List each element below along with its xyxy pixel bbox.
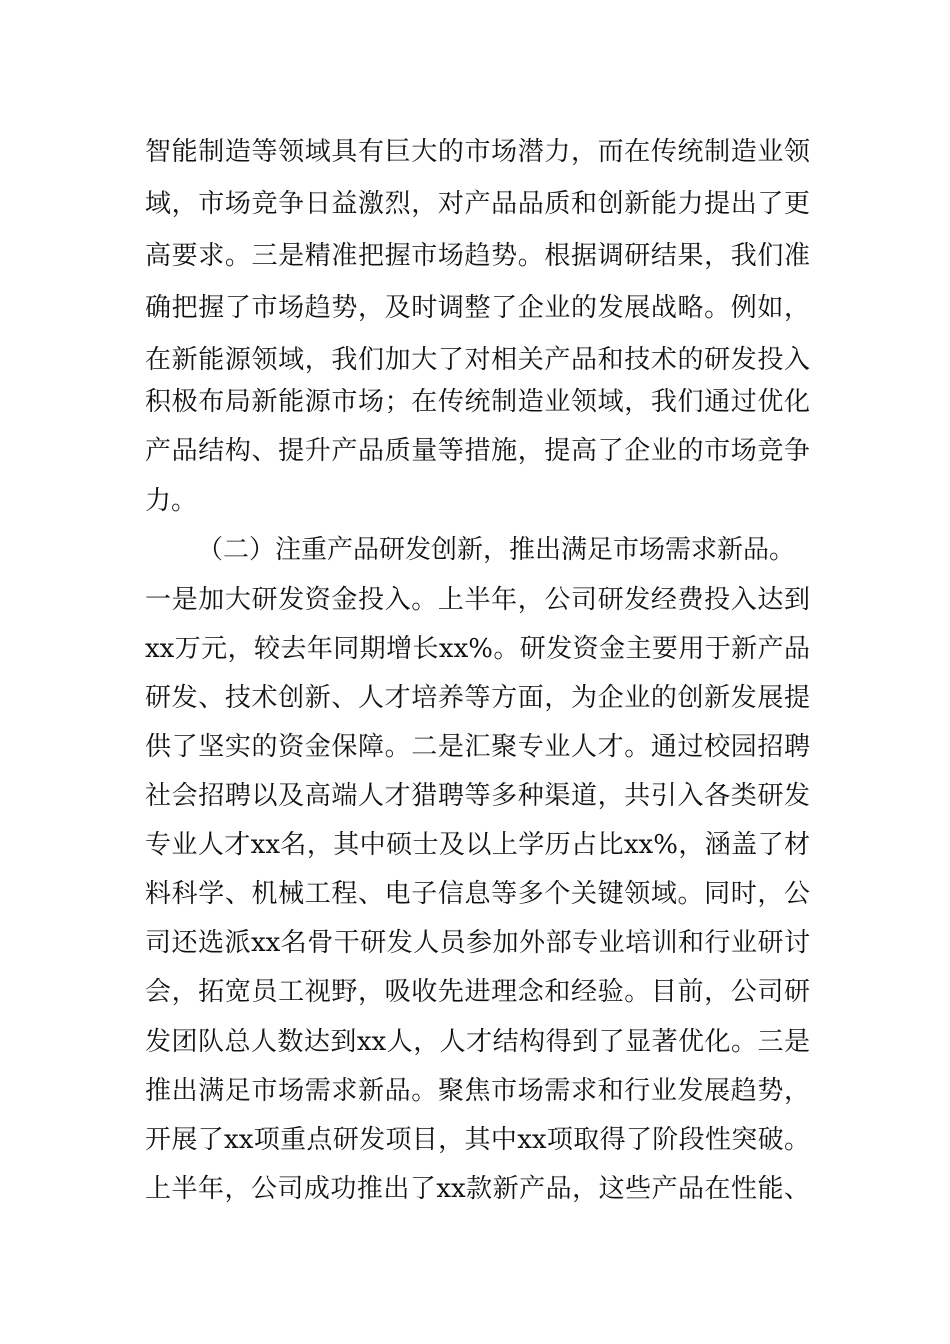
text-line: 产品结构、提升产品质量等措施，提高了企业的市场竞争 — [145, 436, 810, 466]
text-line: 在新能源领域，我们加大了对相关产品和技术的研发投入 — [145, 345, 810, 375]
text-line: 司还选派xx名骨干研发人员参加外部专业培训和行业研讨 — [145, 928, 810, 958]
text-line: 发团队总人数达到xx人，人才结构得到了显著优化。三是 — [145, 1027, 810, 1057]
text-line: 高要求。三是精准把握市场趋势。根据调研结果，我们准 — [145, 241, 810, 271]
text-line: 域，市场竞争日益激烈，对产品品质和创新能力提出了更 — [145, 189, 810, 219]
text-line: 社会招聘以及高端人才猎聘等多种渠道，共引入各类研发 — [145, 781, 810, 811]
text-line: 上半年，公司成功推出了xx款新产品，这些产品在性能、 — [145, 1174, 810, 1204]
text-line: 会，拓宽员工视野，吸收先进理念和经验。目前，公司研 — [145, 977, 810, 1007]
text-line: 确把握了市场趋势，及时调整了企业的发展战略。例如， — [145, 293, 810, 323]
paragraph-end-line: 力。 — [145, 486, 198, 516]
text-line: 料科学、机械工程、电子信息等多个关键领域。同时，公 — [145, 879, 810, 909]
text-line: 智能制造等领域具有巨大的市场潜力，而在传统制造业领 — [145, 137, 810, 167]
text-line: 一是加大研发资金投入。上半年，公司研发经费投入达到 — [145, 585, 810, 615]
text-line: 供了坚实的资金保障。二是汇聚专业人才。通过校园招聘 — [145, 732, 810, 762]
text-line: 开展了xx项重点研发项目，其中xx项取得了阶段性突破。 — [145, 1125, 810, 1155]
section-heading: （二）注重产品研发创新，推出满足市场需求新品。 — [197, 535, 796, 565]
text-line: 推出满足市场需求新品。聚焦市场需求和行业发展趋势， — [145, 1076, 810, 1106]
text-line: 专业人才xx名，其中硕士及以上学历占比xx%，涵盖了材 — [145, 830, 810, 860]
text-line: xx万元，较去年同期增长xx%。研发资金主要用于新产品 — [145, 634, 810, 664]
text-line: 积极布局新能源市场；在传统制造业领域，我们通过优化 — [145, 387, 810, 417]
text-line: 研发、技术创新、人才培养等方面，为企业的创新发展提 — [145, 683, 810, 713]
